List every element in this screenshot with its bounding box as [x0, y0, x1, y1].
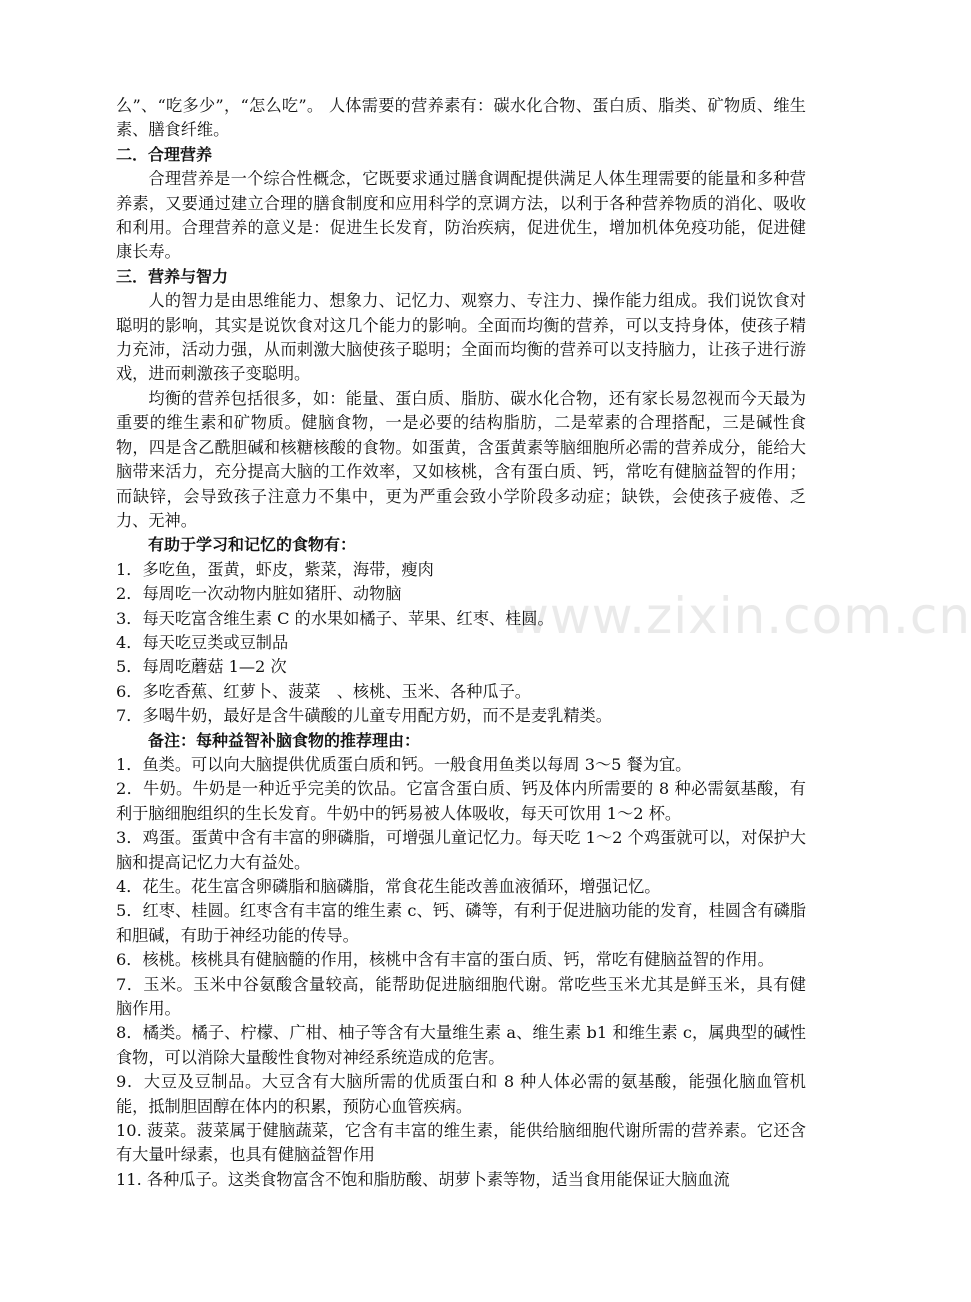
list-item: 8．橘类。橘子、柠檬、广柑、柚子等含有大量维生素 a、维生素 b1 和维生素 c，属典型的碱性食物，可以消除大量酸性食物对神经系统造成的危害。 — [116, 1023, 806, 1067]
list-item: 7．玉米。玉米中谷氨酸含量较高，能帮助促进脑细胞代谢。常吃些玉米尤其是鲜玉米，具有健脑作用。 — [116, 974, 806, 1019]
list-item: 2．牛奶。牛奶是一种近乎完美的饮品。它富含蛋白质、钙及体内所需要的 8 种必需氨基酸，有利于脑细胞组织的生长发育。牛奶中的钙易被人体吸收，每天可饮用 1～2 杯。 — [116, 779, 806, 823]
list-item: 7．多喝牛奶，最好是含牛磺酸的儿童专用配方奶，而不是麦乳精类。 — [116, 706, 612, 726]
list-item: 1．鱼类。可以向大脑提供优质蛋白质和钙。一般食用鱼类以每周 3～5 餐为宜。 — [116, 754, 692, 774]
list-item: 1．多吃鱼，蛋黄，虾皮，紫菜，海带，瘦肉 — [116, 559, 434, 579]
list-item: 3．每天吃富含维生素 C 的水果如橘子、苹果、红枣、桂圆。 — [116, 608, 554, 628]
intro-paragraph: 么”、“吃多少”，“怎么吃”。 人体需要的营养素有：碳水化合物、蛋白质、脂类、矿物质、维生素、膳食纤维。 — [116, 96, 806, 140]
list-item: 9．大豆及豆制品。大豆含有大脑所需的优质蛋白和 8 种人体必需的氨基酸，能强化脑血管机能，抵制胆固醇在体内的积累，预防心血管疾病。 — [116, 1072, 806, 1116]
list-item: 6．核桃。核桃具有健脑髓的作用，核桃中含有丰富的蛋白质、钙，常吃有健脑益智的作用。 — [116, 950, 774, 970]
section-heading-nutrition-intelligence: 三．营养与智力 — [116, 266, 229, 286]
document-body — [116, 94, 806, 1192]
list-item: 3．鸡蛋。蛋黄中含有丰富的卵磷脂，可增强儿童记忆力。每天吃 1～2 个鸡蛋就可以，对保护大脑和提高记忆力大有益处。 — [116, 828, 806, 872]
notes-heading: 备注：每种益智补脑食物的推荐理由： — [148, 730, 421, 750]
section-heading-reasonable-nutrition: 二．合理营养 — [116, 144, 213, 164]
notes-list — [116, 753, 806, 1192]
foods-list — [116, 558, 806, 729]
list-item: 11. 各种瓜子。这类食物富含不饱和脂肪酸、胡萝卜素等物，适当食用能保证大脑血流 — [116, 1169, 730, 1189]
reasonable-nutrition-paragraph: 合理营养是一个综合性概念，它既要求通过膳食调配提供满足人体生理需要的能量和多种营养素，又要通过建立合理的膳食制度和应用科学的烹调方法，以利于各种营养物质的消化、吸收和利用。合理营养的意义是：促进生长发育，防治疾病，促进优生，增加机体免疫功能，促进健康长寿。 — [116, 169, 806, 262]
list-item: 4．每天吃豆类或豆制品 — [116, 632, 289, 652]
list-item: 6．多吃香蕉、红萝卜、菠菜 、核桃、玉米、各种瓜子。 — [116, 681, 531, 701]
list-item: 10. 菠菜。菠菜属于健脑蔬菜，它含有丰富的维生素，能供给脑细胞代谢所需的营养素。它还含有大量叶绿素，也具有健脑益智作用 — [116, 1121, 806, 1165]
list-item: 5．每周吃蘑菇 1—2 次 — [116, 657, 287, 677]
balanced-nutrition-paragraph: 均衡的营养包括很多，如：能量、蛋白质、脂肪、碳水化合物，还有家长易忽视而今天最为重要的维生素和矿物质。健脑食物，一是必要的结构脂肪，二是荤素的合理搭配，三是碱性食物，四是含乙酰胆碱和核糖核酸的食物。如蛋黄，含蛋黄素等脑细胞所必需的营养成分，能给大脑带来活力，充分提高大脑的工作效率，又如核桃，含有蛋白质、钙，常吃有健脑益智的作用；而缺锌，会导致孩子注意力不集中，更为严重会致小学阶段多动症；缺铁，会使孩子疲倦、乏力、无神。 — [116, 388, 806, 530]
list-item: 5．红枣、桂圆。红枣含有丰富的维生素 c、钙、磷等，有利于促进脑功能的发育，桂圆含有磷脂和胆碱，有助于神经功能的传导。 — [116, 901, 806, 945]
list-item: 4．花生。花生富含卵磷脂和脑磷脂，常食花生能改善血液循环，增强记忆。 — [116, 877, 661, 896]
list-item: 2．每周吃一次动物内脏如猪肝、动物脑 — [116, 584, 402, 604]
foods-heading: 有助于学习和记忆的食物有： — [148, 535, 357, 555]
intelligence-paragraph: 人的智力是由思维能力、想象力、记忆力、观察力、专注力、操作能力组成。我们说饮食对聪明的影响，其实是说饮食对这几个能力的影响。全面而均衡的营养，可以支持身体，使孩子精力充沛，活动力强，从而刺激大脑使孩子聪明；全面而均衡的营养可以支持脑力，让孩子进行游戏，进而刺激孩子变聪明。 — [116, 291, 806, 384]
watermark: www.zixin.com.cn — [508, 587, 971, 645]
